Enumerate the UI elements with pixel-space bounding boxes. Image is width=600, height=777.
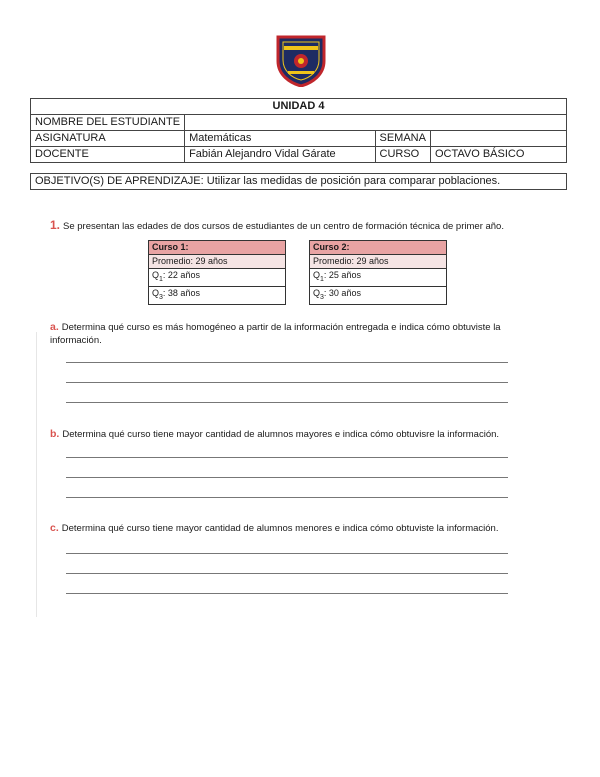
course-title: Curso 2: xyxy=(310,241,447,255)
teacher-label: DOCENTE xyxy=(31,147,185,163)
answer-line[interactable] xyxy=(66,477,508,478)
student-name-label: NOMBRE DEL ESTUDIANTE xyxy=(31,115,185,131)
answer-line[interactable] xyxy=(66,553,508,554)
item-c xyxy=(50,522,520,535)
item-text: Determina qué curso tiene mayor cantidad de alumnos mayores e indica cómo obtuvisre la información. xyxy=(62,429,500,440)
answer-line[interactable] xyxy=(66,382,508,383)
item-text: Determina qué curso tiene mayor cantidad de alumnos menores e indica cómo obtuviste la información. xyxy=(61,523,499,534)
student-info-table xyxy=(30,98,567,163)
item-b xyxy=(50,428,520,441)
item-a xyxy=(50,321,520,347)
subject-label: ASIGNATURA xyxy=(31,131,185,147)
item-letter: a. xyxy=(50,321,59,333)
teacher-value: Fabián Alejandro Vidal Gárate xyxy=(185,147,375,163)
course-1-table xyxy=(148,240,286,305)
course-2-table xyxy=(309,240,447,305)
answer-line[interactable] xyxy=(66,457,508,458)
subject-value: Matemáticas xyxy=(185,131,375,147)
course-q1: $Q_1$: 25 años xyxy=(310,269,447,287)
course-q3: $Q_3$: 38 años xyxy=(149,286,286,304)
scan-margin-line xyxy=(36,332,37,617)
answer-line[interactable] xyxy=(66,402,508,403)
item-text: Determina qué curso es más homogéneo a partir de la información entregada e indica cómo obtuviste la información. xyxy=(50,322,501,346)
question-text: Se presentan las edades de dos cursos de estudiantes de un centro de formación técnica de primer año. xyxy=(63,221,504,232)
course-q1: $Q_1$: 22 años xyxy=(149,269,286,287)
week-field[interactable] xyxy=(430,131,566,147)
learning-objective: OBJETIVO(S) DE APRENDIZAJE: Utilizar las medidas de posición para comparar poblaciones. xyxy=(30,173,567,190)
answer-line[interactable] xyxy=(66,573,508,574)
student-name-field[interactable] xyxy=(185,115,567,131)
course-q3: $Q_3$: 30 años xyxy=(310,286,447,304)
course-average: Promedio: 29 años xyxy=(310,255,447,269)
item-letter: b. xyxy=(50,428,60,440)
unit-title: UNIDAD 4 xyxy=(31,99,567,115)
course-average: Promedio: 29 años xyxy=(149,255,286,269)
answer-line[interactable] xyxy=(66,497,508,498)
school-crest-logo xyxy=(274,33,328,87)
question-1 xyxy=(50,218,504,232)
course-value: OCTAVO BÁSICO xyxy=(430,147,566,163)
answer-line[interactable] xyxy=(66,593,508,594)
question-number: 1. xyxy=(50,218,61,232)
item-letter: c. xyxy=(50,522,59,534)
answer-line[interactable] xyxy=(66,362,508,363)
course-label: CURSO xyxy=(375,147,430,163)
week-label: SEMANA xyxy=(375,131,430,147)
course-title: Curso 1: xyxy=(149,241,286,255)
